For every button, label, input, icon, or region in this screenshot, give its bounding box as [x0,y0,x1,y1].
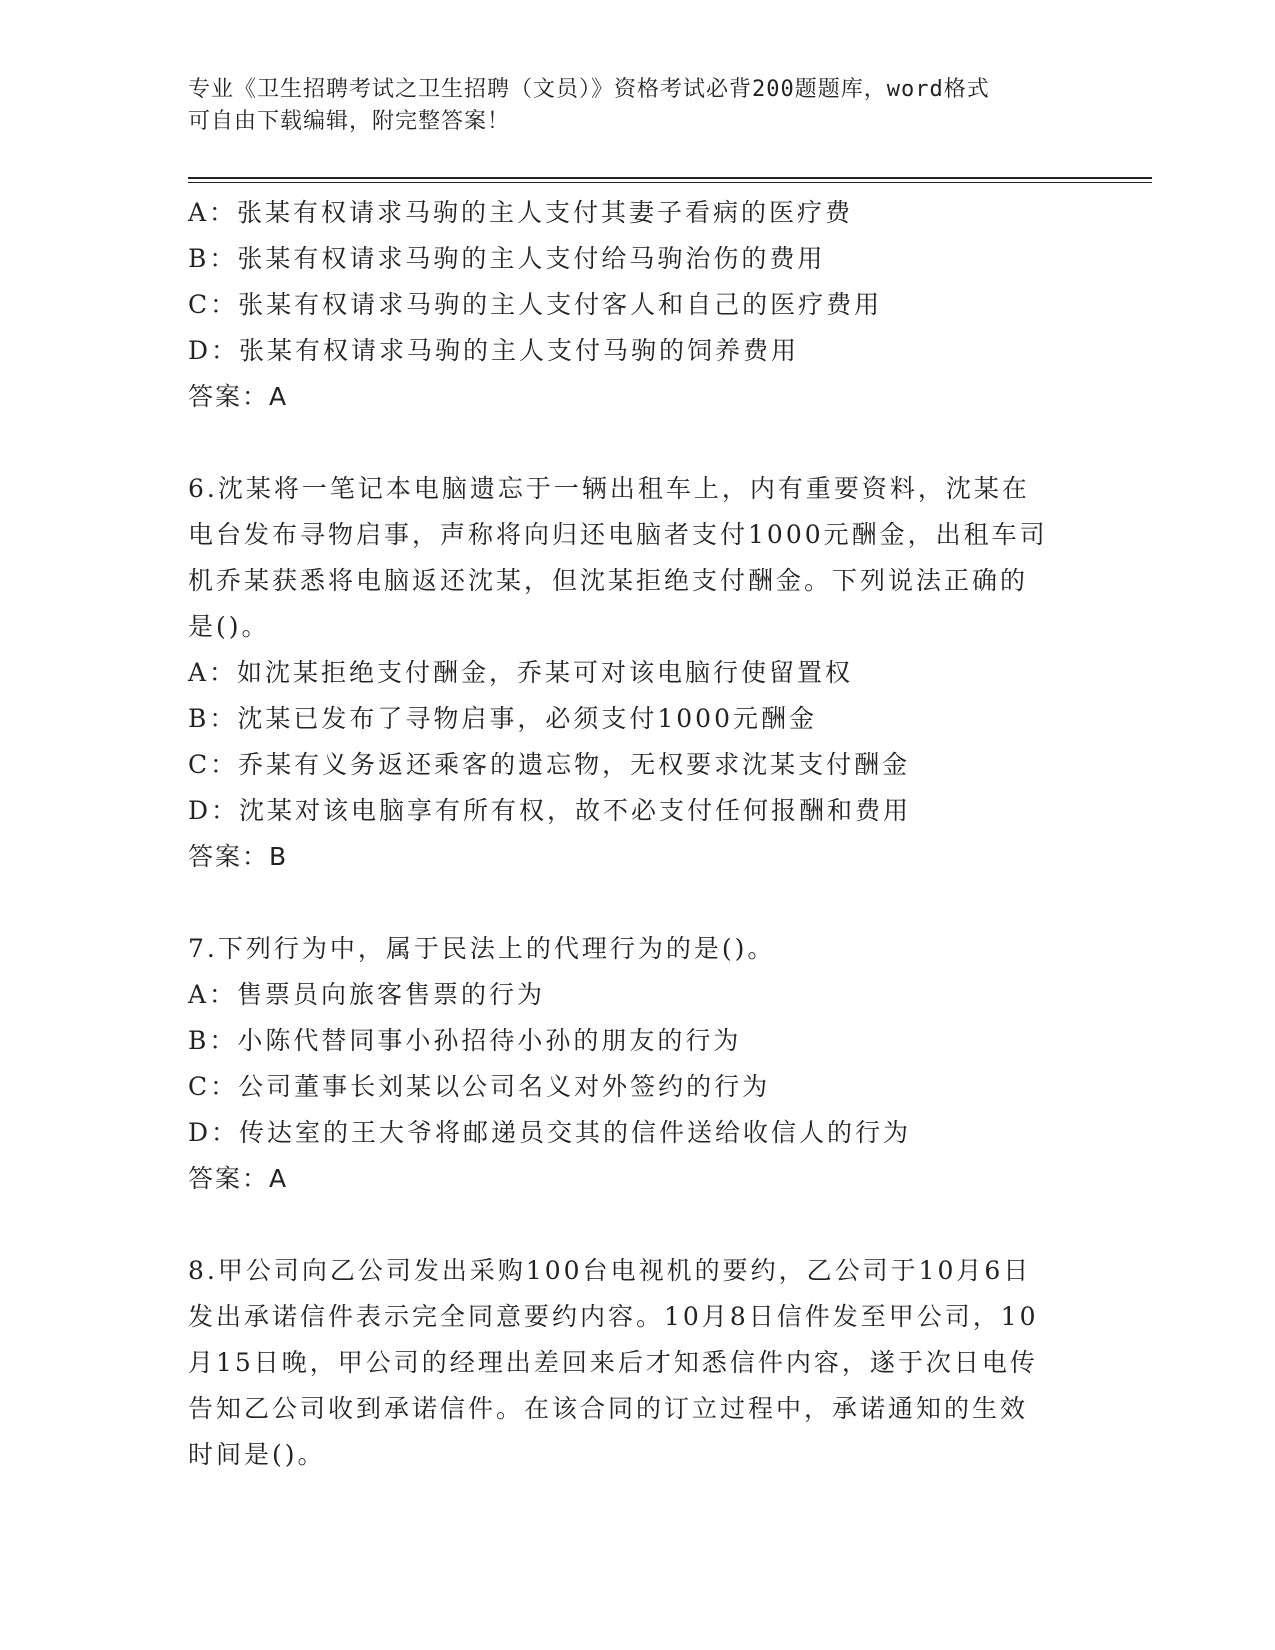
question-stem-line: 月15日晚，甲公司的经理出差回来后才知悉信件内容，遂于次日电传 [188,1348,1038,1377]
question-5-block [188,190,1088,420]
option-a: A：张某有权请求马驹的主人支付其妻子看病的医疗费 [188,198,854,227]
question-stem-line: 是()。 [188,612,270,641]
header-divider-thin [188,182,1152,183]
option-d: D：沈某对该电脑享有所有权，故不必支付任何报酬和费用 [188,796,912,825]
question-stem-line: 机乔某获悉将电脑返还沈某，但沈某拒绝支付酬金。下列说法正确的 [188,566,1029,595]
header-title-line-2: 可自由下载编辑，附完整答案！ [188,109,511,134]
header-divider [188,177,1152,179]
option-b: B：张某有权请求马驹的主人支付给马驹治伤的费用 [188,244,826,273]
spacer [188,880,1088,926]
spacer [188,1202,1088,1248]
option-c: C：公司董事长刘某以公司名义对外签约的行为 [188,1072,771,1101]
question-stem-line: 时间是()。 [188,1440,326,1469]
question-stem-line: 8.甲公司向乙公司发出采购100台电视机的要约，乙公司于10月6日 [188,1256,1032,1285]
option-d: D：张某有权请求马驹的主人支付马驹的饲养费用 [188,336,800,365]
question-stem-line: 电台发布寻物启事，声称将向归还电脑者支付1000元酬金，出租车司 [188,520,1048,549]
question-6-block [188,466,1088,880]
option-b: B：沈某已发布了寻物启事，必须支付1000元酬金 [188,704,817,733]
document-header [188,74,1068,138]
question-content [188,190,1088,1478]
spacer [188,420,1088,466]
option-a: A：如沈某拒绝支付酬金，乔某可对该电脑行使留置权 [188,658,854,687]
question-stem-line: 6.沈某将一笔记本电脑遗忘于一辆出租车上，内有重要资料，沈某在 [188,474,1030,503]
question-stem-line: 发出承诺信件表示完全同意要约内容。10月8日信件发至甲公司，10 [188,1302,1039,1331]
option-c: C：张某有权请求马驹的主人支付客人和自己的医疗费用 [188,290,883,319]
question-stem-line: 7.下列行为中，属于民法上的代理行为的是()。 [188,934,776,963]
option-a: A：售票员向旅客售票的行为 [188,980,546,1009]
answer-line: 答案：B [188,842,289,871]
option-c: C：乔某有义务返还乘客的遗忘物，无权要求沈某支付酬金 [188,750,911,779]
answer-line: 答案：A [188,382,289,411]
option-b: B：小陈代替同事小孙招待小孙的朋友的行为 [188,1026,742,1055]
question-8-block [188,1248,1088,1478]
option-d: D：传达室的王大爷将邮递员交其的信件送给收信人的行为 [188,1118,912,1147]
question-7-block [188,926,1088,1202]
header-title-line-1: 专业《卫生招聘考试之卫生招聘（文员）》资格考试必背200题题库，word格式 [188,77,990,102]
question-stem-line: 告知乙公司收到承诺信件。在该合同的订立过程中，承诺通知的生效 [188,1394,1029,1423]
answer-line: 答案：A [188,1164,289,1193]
